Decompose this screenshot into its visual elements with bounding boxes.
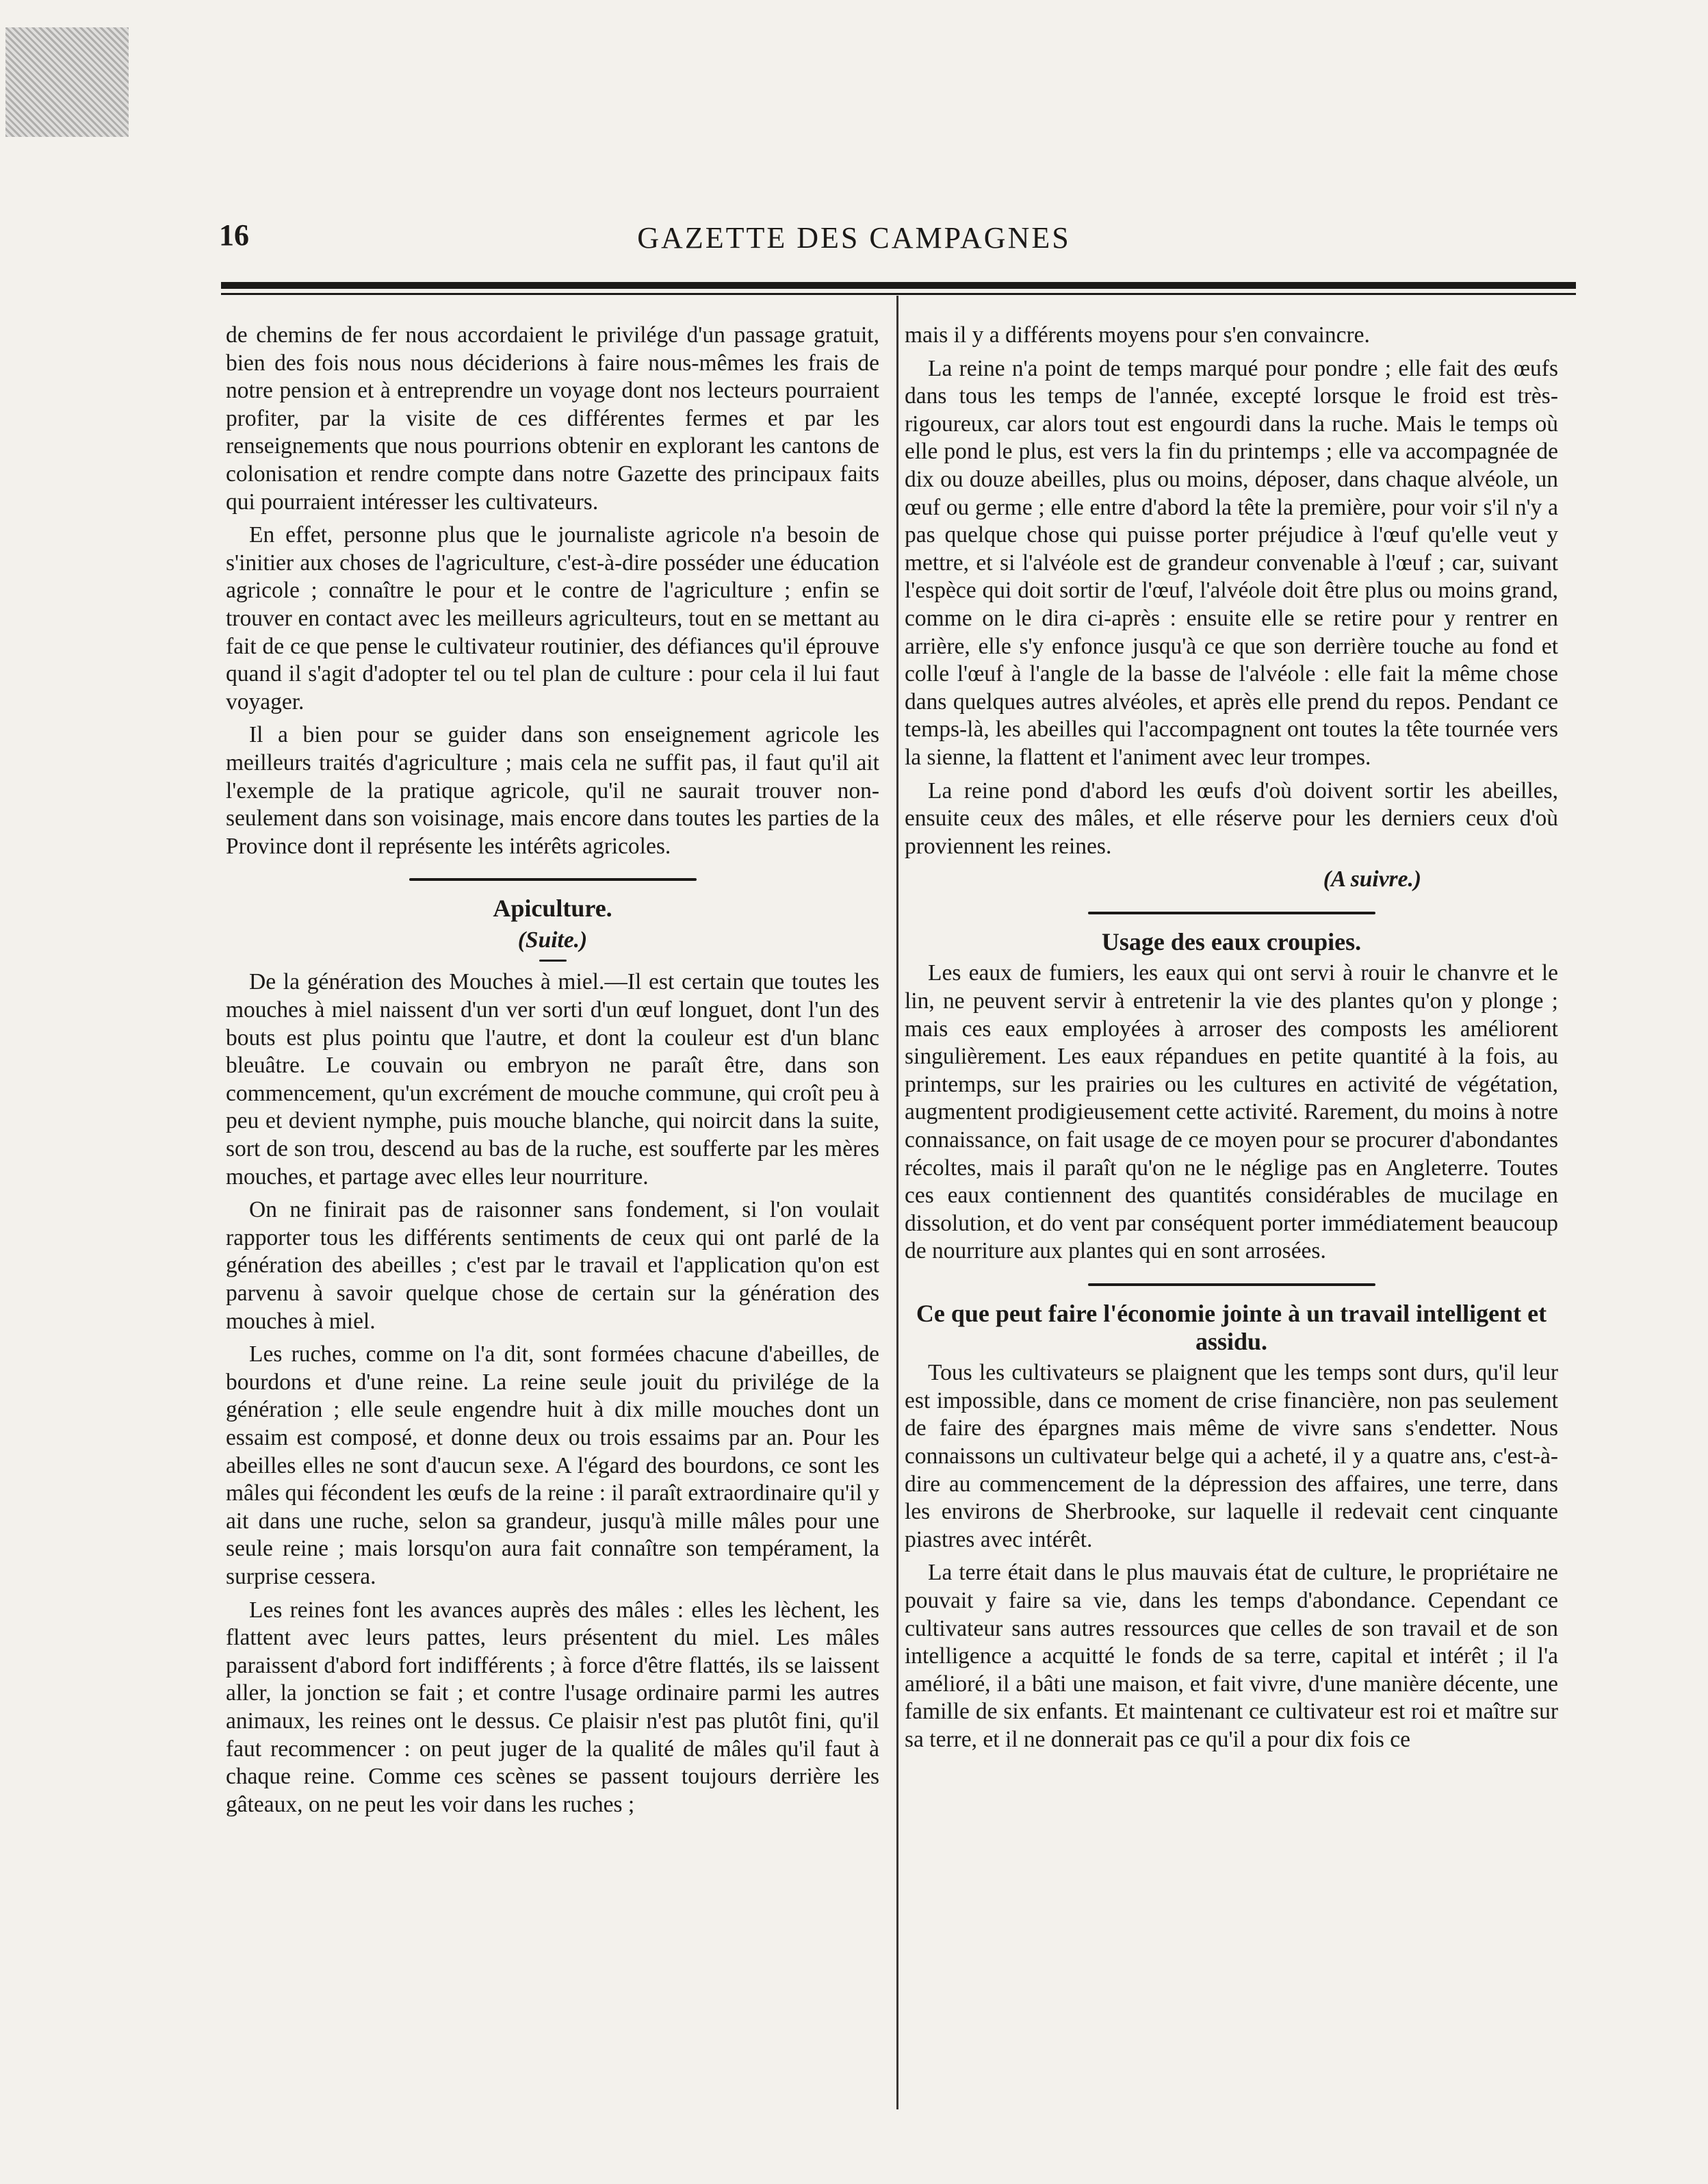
page-number: 16 bbox=[219, 218, 249, 252]
to-be-continued: (A suivre.) bbox=[1323, 866, 1421, 892]
paragraph: La terre était dans le plus mauvais état de culture, le propriétaire ne pouvait y faire sa vie, dans les temps d'abondance. Cependant ce cultivateur sans autres ressources que celles de son travail et de son intelligence a acquitté le fonds de sa terre, capital et intérêt ; il l'a amélioré, il a bâti une maison, et fait vivre, d'une manière décente, une famille de six enfants. Et maintenant ce cultivateur est roi et maître sur sa terre, et il ne donnerait pas ce qu'il a pour dix fois ce bbox=[905, 1560, 1558, 1752]
paragraph: Les reines font les avances auprès des mâles : elles les lèchent, les flattent avec leurs pattes, leurs présentent du miel. Les mâles paraissent d'abord fort indifférents ; à force d'être flattés, ils se laissent aller, la jonction se fait ; et contre l'usage ordinaire parmi les autres animaux, les reines ont le dessus. Ce plaisir n'est pas plutôt fini, qu'il faut recommencer : on peut juger de la qualité de mâles qu'il faut à chaque reine. Comme ces scènes se passent toujours derrière les gâteaux, on ne peut les voir dans les ruches ; bbox=[226, 1597, 879, 1817]
section-title-eaux: Usage des eaux croupies. bbox=[1101, 927, 1362, 955]
header-rule-thin bbox=[221, 293, 1576, 295]
left-column bbox=[226, 322, 879, 1824]
paragraph: mais il y a différents moyens pour s'en convaincre. bbox=[905, 322, 1370, 348]
section-divider bbox=[1088, 1283, 1375, 1286]
paragraph: La reine n'a point de temps marqué pour pondre ; elle fait des œufs dans tous les temps de l'année, excepté lorsque le froid est très-rigoureux, car alors tout est engourdi dans la ruche. Mais le temps où elle pond le plus, est vers la fin du printemps ; elle va accompagnée de dix ou douze abeilles, plus ou moins, déposer, dans chaque alvéole, un œuf ou germe ; elle entre d'abord la tête la première, pour voir s'il n'y a pas quelque chose qui puisse porter préjudice à l'œuf qu'elle veut y mettre, et si l'alvéole est de grandeur convenable à l'œuf ; car, suivant l'espèce qui doit sortir de l'œuf, l'alvéole doit être plus ou moins grand, comme on le dira ci-après : ensuite elle se retire pour y rentrer en arrière, elle s'y enfonce jusqu'à ce que son derrière touche au fond et colle l'œuf à l'angle de la basse de l'alvéole : elle fait la même chose dans quelques autres alvéoles, et après elle prend du repos. Pendant ce temps-là, les abeilles qui l'accompagnent ont toutes la tête tournée vers la sienne, la flattent et l'animent avec leur trompes. bbox=[905, 355, 1558, 770]
paragraph: Tous les cultivateurs se plaignent que les temps sont durs, qu'il leur est impossible, dans ce moment de crise financière, non pas seulement de faire des épargnes mais même de vivre sans s'endetter. Nous connaissons un cultivateur belge qui a acheté, il y a quatre ans, c'est-à-dire au commencement de la dépression des affaires, une terre, dans les environs de Sherbrooke, sur laquelle il redevait cent cinquante piastres avec intérêt. bbox=[905, 1360, 1558, 1552]
section-divider bbox=[1088, 912, 1375, 914]
right-column bbox=[905, 322, 1558, 1760]
section-title-apiculture: Apiculture. bbox=[493, 895, 612, 923]
section-divider bbox=[409, 878, 697, 881]
paragraph: Les eaux de fumiers, les eaux qui ont servi à rouir le chanvre et le lin, ne peuvent servir à entretenir la vie des plantes qu'on y plonge ; mais ces eaux employées à arroser des composts les améliorent singulièrement. Les eaux répandues en petite quantité à la fois, au printemps, sur les prairies ou les cultures en activité de végétation, augmentent prodigieusement cette activité. Rarement, du moins à notre connaissance, on fait usage de ce moyen pour se procurer d'abondantes récoltes, mais il paraît qu'on ne le néglige pas en Angleterre. Toutes ces eaux contiennent des quantités considérables de mucilage en dissolution, et do vent par conséquent porter immédiatement beaucoup de nourriture aux plantes qui en sont arrosées. bbox=[905, 960, 1558, 1264]
section-title-economie: Ce que peut faire l'économie jointe à un travail intelligent et assidu. bbox=[916, 1300, 1547, 1355]
paragraph: En effet, personne plus que le journaliste agricole n'a besoin de s'initier aux choses de l'agriculture, c'est-à-dire posséder une éducation agricole ; connaître le pour et le contre de l'agriculture ; enfin se trouver en contact avec les meilleurs agriculteurs, tout en se mettant au fait de ce que pense le cultivateur routinier, des défiances qu'il éprouve quand il s'agit d'adopter tel ou tel plan de culture : pour cela il lui faut voyager. bbox=[226, 522, 879, 715]
paragraph: Il a bien pour se guider dans son enseignement agricole les meilleurs traités d'agriculture ; mais cela ne suffit pas, il faut qu'il ait l'exemple de la pratique agricole, qu'il ne saurait trouver non-seulement dans son voisinage, mais encore dans toutes les parties de la Province dont il représente les intérêts agricoles. bbox=[226, 722, 879, 859]
paragraph: De la génération des Mouches à miel.—Il est certain que toutes les mouches à miel naissent d'un ver sorti d'un œuf longuet, dont l'un des bouts est plus pointu que l'autre, et dont la couleur est d'un blanc bleuâtre. Le couvain ou embryon ne paraît être, dans son commencement, qu'un excrément de mouche commune, qui croît peu à peu et devient nymphe, puis mouche blanche, qui noircit dans la suite, sort de son trou, descend au bas de la ruche, est soufferte par les mères mouches, et partage avec elles leur nourriture. bbox=[226, 969, 879, 1190]
ornament-divider bbox=[539, 960, 567, 962]
section-subtitle: (Suite.) bbox=[517, 927, 588, 953]
header-rule bbox=[221, 282, 1576, 289]
paragraph: de chemins de fer nous accordaient le privilége d'un passage gratuit, bien des fois nous nous déciderions à faire nous-mêmes les frais de notre pension et à entreprendre un voyage dont nos lecteurs pourraient profiter, par la visite de ces différentes fermes et par les renseignements que nous pourrions obtenir en explorant les cantons de colonisation et rendre compte dans notre Gazette des principaux faits qui pourraient intéresser les cultivateurs. bbox=[226, 322, 879, 515]
library-stamp bbox=[5, 27, 129, 137]
column-separator bbox=[896, 296, 898, 2109]
paragraph: On ne finirait pas de raisonner sans fondement, si l'on voulait rapporter tous les différents sentiments de ceux qui ont parlé de la génération des abeilles ; c'est par le travail et l'application qu'on est parvenu à savoir quelque chose de certain sur la génération des mouches à miel. bbox=[226, 1197, 879, 1334]
masthead-title: GAZETTE DES CAMPAGNES bbox=[637, 221, 1071, 255]
paragraph: Les ruches, comme on l'a dit, sont formées chacune d'abeilles, de bourdons et d'une reine. La reine seule jouit du privilége de la génération ; elle seule engendre huit à dix mille mouches dont un essaim est composé, et donne deux ou trois essaims par an. Pour les abeilles elles ne sont d'aucun sexe. A l'égard des bourdons, ce sont les mâles qui fécondent les œufs de la reine : il paraît extraordinaire qu'il y ait dans une ruche, selon sa grandeur, jusqu'à mille mâles pour une seule reine ; mais lorsqu'on aura fait connaître son tempérament, la surprise cessera. bbox=[226, 1341, 879, 1589]
paragraph: La reine pond d'abord les œufs d'où doivent sortir les abeilles, ensuite ceux des mâles, et elle réserve pour les derniers ceux d'où proviennent les reines. bbox=[905, 778, 1558, 859]
